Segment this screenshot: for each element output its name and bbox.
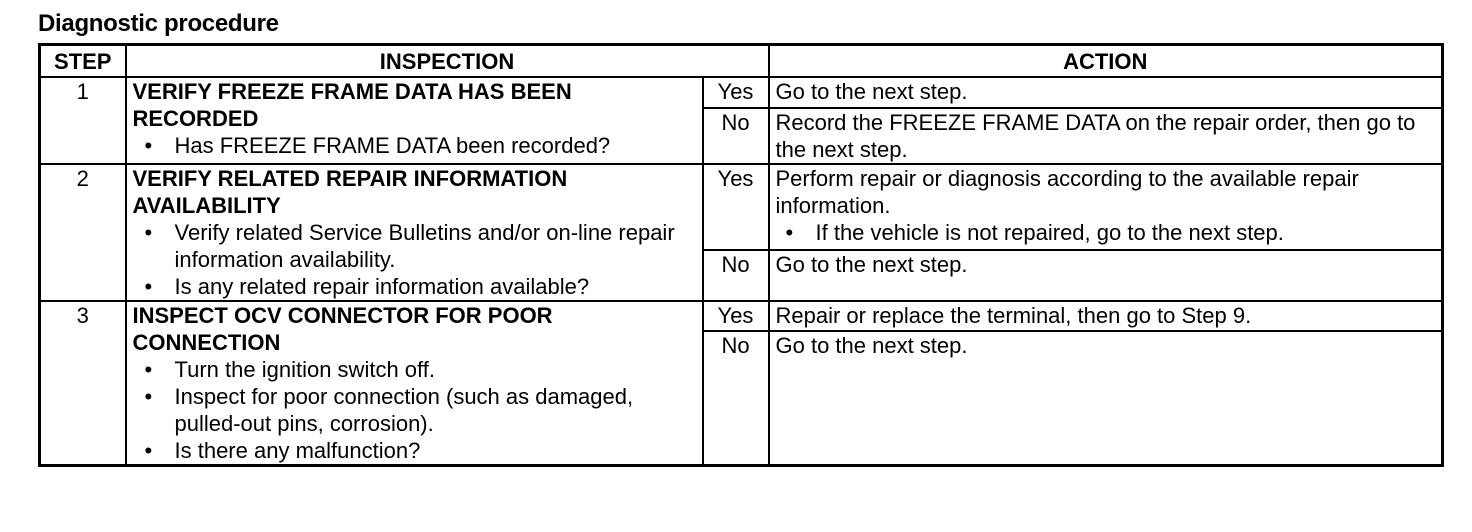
inspection-heading: VERIFY FREEZE FRAME DATA HAS BEEN RECORDED — [132, 79, 572, 131]
bullet-icon: • — [144, 274, 153, 299]
bullet-icon: • — [144, 133, 153, 158]
no-label: No — [703, 250, 769, 301]
inspection-bullet: • Is any related repair information available? — [144, 274, 590, 299]
inspection-bullet: • Verify related Service Bulletins and/or on-line repair information availability. — [144, 220, 675, 272]
yes-action: Go to the next step. — [769, 77, 1443, 108]
no-label: No — [703, 108, 769, 164]
header-row — [40, 45, 1443, 78]
step-3-yes-row — [40, 301, 1443, 331]
no-label: No — [703, 331, 769, 466]
inspection-heading: VERIFY RELATED REPAIR INFORMATION AVAILABILITY — [132, 166, 568, 218]
inspection-bullet: • Turn the ignition switch off. — [144, 357, 435, 382]
yes-action: Perform repair or diagnosis according to the available repair information. — [775, 166, 1359, 218]
yes-label: Yes — [703, 77, 769, 108]
action-bullet: • If the vehicle is not repaired, go to the next step. — [785, 220, 1284, 245]
step-header: STEP — [40, 45, 126, 78]
inspection-cell — [126, 164, 703, 301]
page-title: Diagnostic procedure — [38, 10, 279, 37]
yes-action-cell — [769, 164, 1443, 250]
no-action: Go to the next step. — [769, 331, 1443, 466]
diagnostic-procedure-table — [38, 43, 1444, 467]
inspection-bullet: • Inspect for poor connection (such as damaged, pulled-out pins, corrosion). — [144, 384, 634, 436]
inspection-heading: INSPECT OCV CONNECTOR FOR POOR CONNECTION — [132, 303, 553, 355]
no-action: Go to the next step. — [769, 250, 1443, 301]
yes-action: Repair or replace the terminal, then go to Step 9. — [769, 301, 1443, 331]
bullet-icon: • — [144, 220, 153, 245]
action-bullets — [776, 219, 1436, 246]
bullet-icon: • — [144, 384, 153, 409]
action-header: ACTION — [769, 45, 1443, 78]
inspection-bullets — [133, 132, 696, 159]
step-2-yes-row — [40, 164, 1443, 250]
yes-label: Yes — [703, 164, 769, 250]
step-number: 1 — [40, 77, 126, 164]
inspection-cell — [126, 77, 703, 164]
inspection-header: INSPECTION — [126, 45, 769, 78]
inspection-bullets — [133, 219, 696, 300]
bullet-icon: • — [144, 438, 153, 463]
bullet-icon: • — [785, 220, 794, 245]
bullet-icon: • — [144, 357, 153, 382]
step-number: 2 — [40, 164, 126, 301]
inspection-bullet: • Is there any malfunction? — [144, 438, 421, 463]
step-number: 3 — [40, 301, 126, 466]
inspection-cell — [126, 301, 703, 466]
step-1-yes-row — [40, 77, 1443, 108]
yes-label: Yes — [703, 301, 769, 331]
inspection-bullet: • Has FREEZE FRAME DATA been recorded? — [144, 133, 611, 158]
no-action: Record the FREEZE FRAME DATA on the repair order, then go to the next step. — [769, 108, 1443, 164]
inspection-bullets — [133, 356, 696, 464]
